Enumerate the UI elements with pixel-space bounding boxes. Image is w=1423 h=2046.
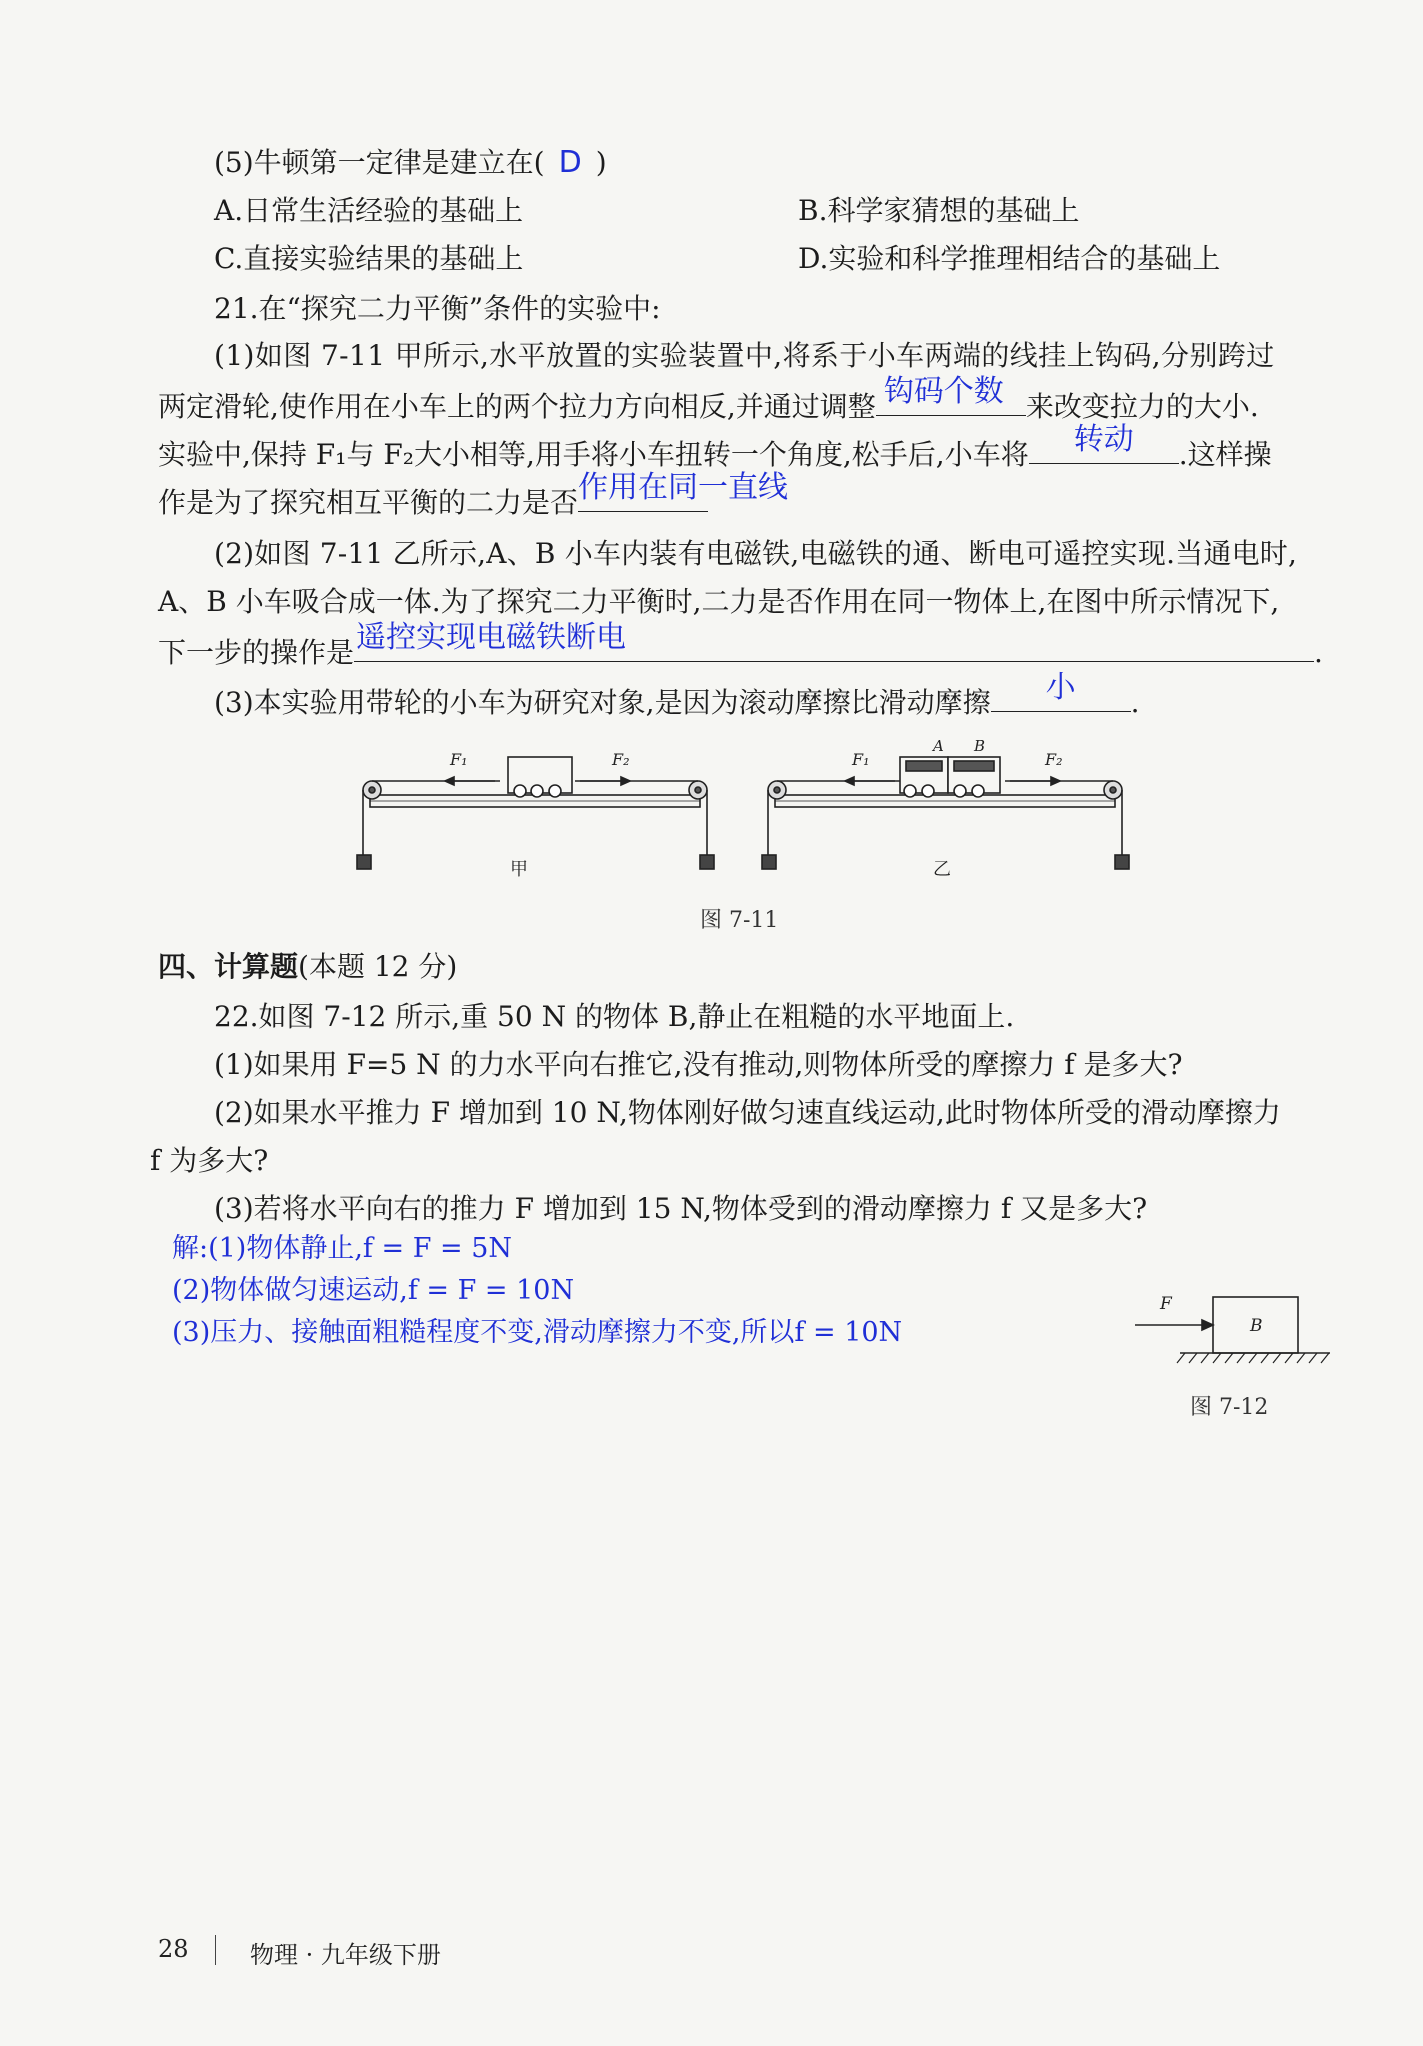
q21-title: 21.在“探究二力平衡”条件的实验中: bbox=[214, 292, 661, 325]
fig712-f: F bbox=[1160, 1294, 1172, 1314]
q21-p1-line3 bbox=[158, 422, 1272, 474]
q21-p2-line3 bbox=[158, 620, 1323, 672]
q21-blank-1 bbox=[876, 374, 1026, 416]
fig711-label-jia: 甲 bbox=[510, 859, 528, 880]
footer-book-title: 物理 · 九年级下册 bbox=[250, 1941, 441, 1969]
q5-option-c: C.直接实验结果的基础上 bbox=[214, 242, 524, 275]
fig712-b: B bbox=[1250, 1316, 1263, 1336]
q21-blank-4 bbox=[354, 620, 1314, 662]
footer-divider bbox=[215, 1935, 216, 1965]
q21-p1-line1: (1)如图 7-11 甲所示,水平放置的实验装置中,将系于小车两端的线挂上钩码,分别跨过 bbox=[214, 339, 1275, 372]
q21-answer-1: 钩码个数 bbox=[883, 374, 1004, 409]
q21-answer-3: 作用在同一直线 bbox=[578, 470, 789, 505]
q21-p2-line3-pre: 下一步的操作是 bbox=[158, 636, 355, 669]
section4-heading bbox=[158, 948, 457, 986]
fig711-jia-f2: F₂ bbox=[612, 750, 630, 769]
section4-score: (本题 12 分) bbox=[298, 950, 458, 983]
q5-option-b: B.科学家猜想的基础上 bbox=[798, 194, 1080, 227]
q21-p1-line4-pre: 作是为了探究相互平衡的二力是否 bbox=[158, 486, 579, 519]
q21-p2-line2: A、B 小车吸合成一体.为了探究二力平衡时,二力是否作用在同一物体上,在图中所示情况下, bbox=[158, 585, 1280, 618]
q22-p1: (1)如果用 F=5 N 的力水平向右推它,没有推动,则物体所受的摩擦力 f 是多大? bbox=[214, 1048, 1183, 1081]
q21-blank-5 bbox=[991, 670, 1131, 712]
section4-title: 四、计算题 bbox=[158, 950, 299, 983]
q22-solution-3: (3)压力、接触面粗糙程度不变,滑动摩擦力不变,所以f = 10N bbox=[172, 1317, 903, 1348]
figure-7-12 bbox=[1130, 1285, 1340, 1375]
q5-stem-post: ) bbox=[595, 146, 607, 179]
q22-stem: 22.如图 7-12 所示,重 50 N 的物体 B,静止在粗糙的水平地面上. bbox=[214, 1000, 1015, 1033]
fig711-yi-f2: F₂ bbox=[1045, 750, 1063, 769]
q21-answer-2: 转动 bbox=[1073, 422, 1134, 457]
q21-blank-3 bbox=[578, 470, 789, 512]
footer-page-number: 28 bbox=[158, 1935, 189, 1963]
q21-p1-line4 bbox=[158, 470, 789, 522]
q21-p1-line3-post: .这样操 bbox=[1178, 438, 1272, 471]
q21-p3 bbox=[214, 670, 1140, 722]
q21-p3-pre: (3)本实验用带轮的小车为研究对象,是因为滚动摩擦比滑动摩擦 bbox=[214, 686, 991, 719]
q21-p1-line2-post: 来改变拉力的大小. bbox=[1025, 390, 1259, 423]
q21-p1-line2-pre: 两定滑轮,使作用在小车上的两个拉力方向相反,并通过调整 bbox=[158, 390, 876, 423]
fig711-caption: 图 7-11 bbox=[700, 908, 779, 933]
fig711-yi-b: B bbox=[974, 737, 986, 755]
q21-answer-4: 遥控实现电磁铁断电 bbox=[356, 620, 627, 655]
q21-p2-line1: (2)如图 7-11 乙所示,A、B 小车内装有电磁铁,电磁铁的通、断电可遥控实现.当通电时, bbox=[214, 537, 1298, 570]
fig711-yi-f1: F₁ bbox=[852, 750, 870, 769]
fig711-yi-a: A bbox=[933, 737, 944, 755]
figure-7-11-yi bbox=[762, 757, 1129, 869]
q22-p3: (3)若将水平向右的推力 F 增加到 15 N,物体受到的滑动摩擦力 f 又是多大? bbox=[214, 1192, 1148, 1225]
q5-stem bbox=[214, 144, 607, 182]
q21-p3-post: . bbox=[1130, 686, 1140, 719]
q22-solution-2: (2)物体做匀速运动,f = F = 10N bbox=[172, 1275, 575, 1306]
q5-option-a: A.日常生活经验的基础上 bbox=[214, 194, 524, 227]
q5-option-d: D.实验和科学推理相结合的基础上 bbox=[798, 242, 1221, 275]
q22-p2-line2: f 为多大? bbox=[150, 1144, 269, 1177]
q21-answer-5: 小 bbox=[1045, 670, 1076, 705]
q21-p1-line3-pre: 实验中,保持 F₁与 F₂大小相等,用手将小车扭转一个角度,松手后,小车将 bbox=[158, 438, 1029, 471]
q5-answer: D bbox=[558, 145, 582, 180]
fig711-label-yi: 乙 bbox=[933, 859, 951, 880]
q21-p2-line3-post: . bbox=[1314, 636, 1323, 669]
q21-blank-2 bbox=[1029, 422, 1179, 464]
q22-p2-line1: (2)如果水平推力 F 增加到 10 N,物体刚好做匀速直线运动,此时物体所受的滑动摩擦力 bbox=[214, 1096, 1281, 1129]
q5-stem-pre: (5)牛顿第一定律是建立在( bbox=[214, 146, 545, 179]
q21-p1-line2 bbox=[158, 374, 1259, 426]
fig711-jia-f1: F₁ bbox=[450, 750, 468, 769]
fig712-caption: 图 7-12 bbox=[1190, 1395, 1269, 1420]
figure-7-11-jia bbox=[357, 757, 714, 869]
q22-solution-1: 解:(1)物体静止,f = F = 5N bbox=[172, 1233, 513, 1264]
